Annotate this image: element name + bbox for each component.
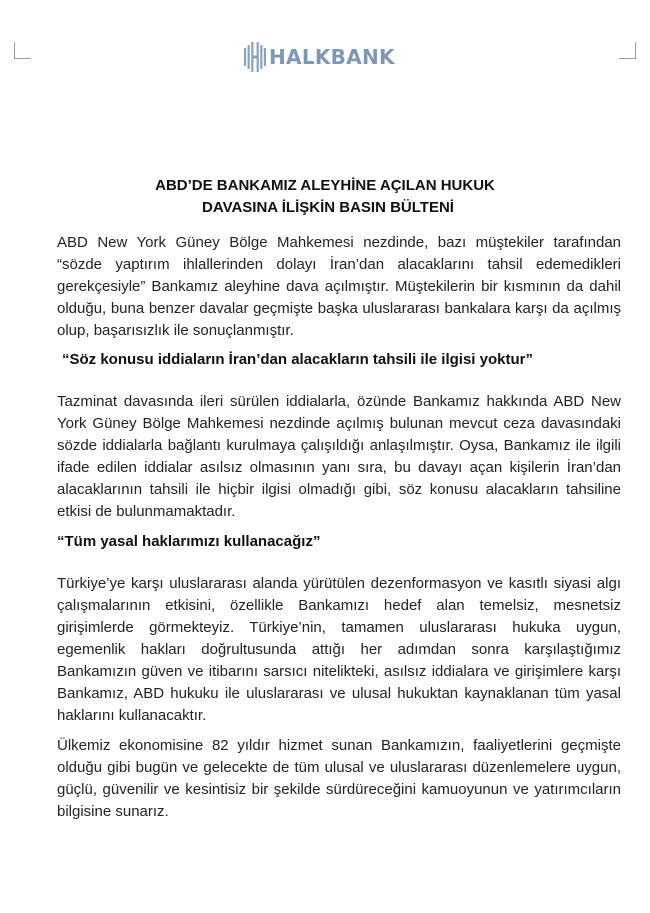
page-title	[0, 175, 650, 219]
crop-mark-top-left	[14, 42, 31, 59]
paragraph-1: ABD New York Güney Bölge Mahkemesi nezdinde, bazı müştekiler tarafından “sözde yaptırım ihlallerinden dolayı İran’dan alacaklarını tahsil edemedikleri gerekçesiyle” Bankamız aleyhine dava açılmıştır. Müştekilerin bir kısmının da dahil olduğu, buna benzer davalar geçmişte başka uluslararası bankalara karşı da açılmış olup, başarısızlık ile sonuçlanmıştır.	[57, 234, 621, 339]
section-heading-1: “Söz konusu iddiaların İran’dan alacakların tahsili ile ilgisi yoktur”	[62, 351, 533, 368]
paragraph-3: Türkiye’ye karşı uluslararası alanda yürütülen dezenformasyon ve kasıtlı siyasi algı çalışmalarının etkisini, özellikle Bankamızı hedef alan temelsiz, mesnetsiz girişimlerde görmekteyiz. Türkiye’nin, tamamen uluslararası hukuka uygun, egemenlik hakları doğrultusunda attığı her adımdan sonra karşılaştığımız Bankamızın güven ve itibarını sarsıcı nitelikteki, asılsız iddialara ve girişimlere karşı Bankamız, ABD hukuku ile uluslararası ve ulusal hukuktan kaynaklanan tüm yasal haklarını kullanacaktır.	[57, 575, 621, 724]
section-heading-2: “Tüm yasal haklarımızı kullanacağız”	[57, 533, 321, 550]
logo-text: HALKBANK	[269, 45, 395, 69]
crop-mark-top-right	[619, 42, 636, 59]
halkbank-logo	[244, 42, 395, 72]
halkbank-emblem-icon	[244, 42, 266, 72]
paragraph-2: Tazminat davasında ileri sürülen iddialarla, özünde Bankamız hakkında ABD New York Güney Bölge Mahkemesi nezdinde açılmış bulunan mevcut ceza davasındaki sözde iddialarla bağlantı kurulmaya çalışıldığı anlaşılmıştır. Oysa, Bankamız ile ilgili ifade edilen iddialar asılsız olmasının yanı sıra, bu davayı açan kişilerin İran’dan alacaklarının tahsili ile hiçbir ilgisi olmadığı gibi, söz konusu alacakların tahsiline etkisi de bulunmamaktadır.	[57, 393, 621, 520]
title-line-2: DAVASINA İLİŞKİN BASIN BÜLTENİ	[202, 199, 454, 216]
paragraph-4: Ülkemiz ekonomisine 82 yıldır hizmet sunan Bankamızın, faaliyetlerini geçmişte olduğu gibi bugün ve gelecekte de tüm ulusal ve uluslararası düzenlemelere uygun, güçlü, güvenilir ve kesintisiz bir şekilde sürdüreceğini kamuoyunun ve yatırımcıların bilgisine sunarız.	[57, 737, 621, 820]
title-line-1: ABD’DE BANKAMIZ ALEYHİNE AÇILAN HUKUK	[155, 177, 495, 194]
